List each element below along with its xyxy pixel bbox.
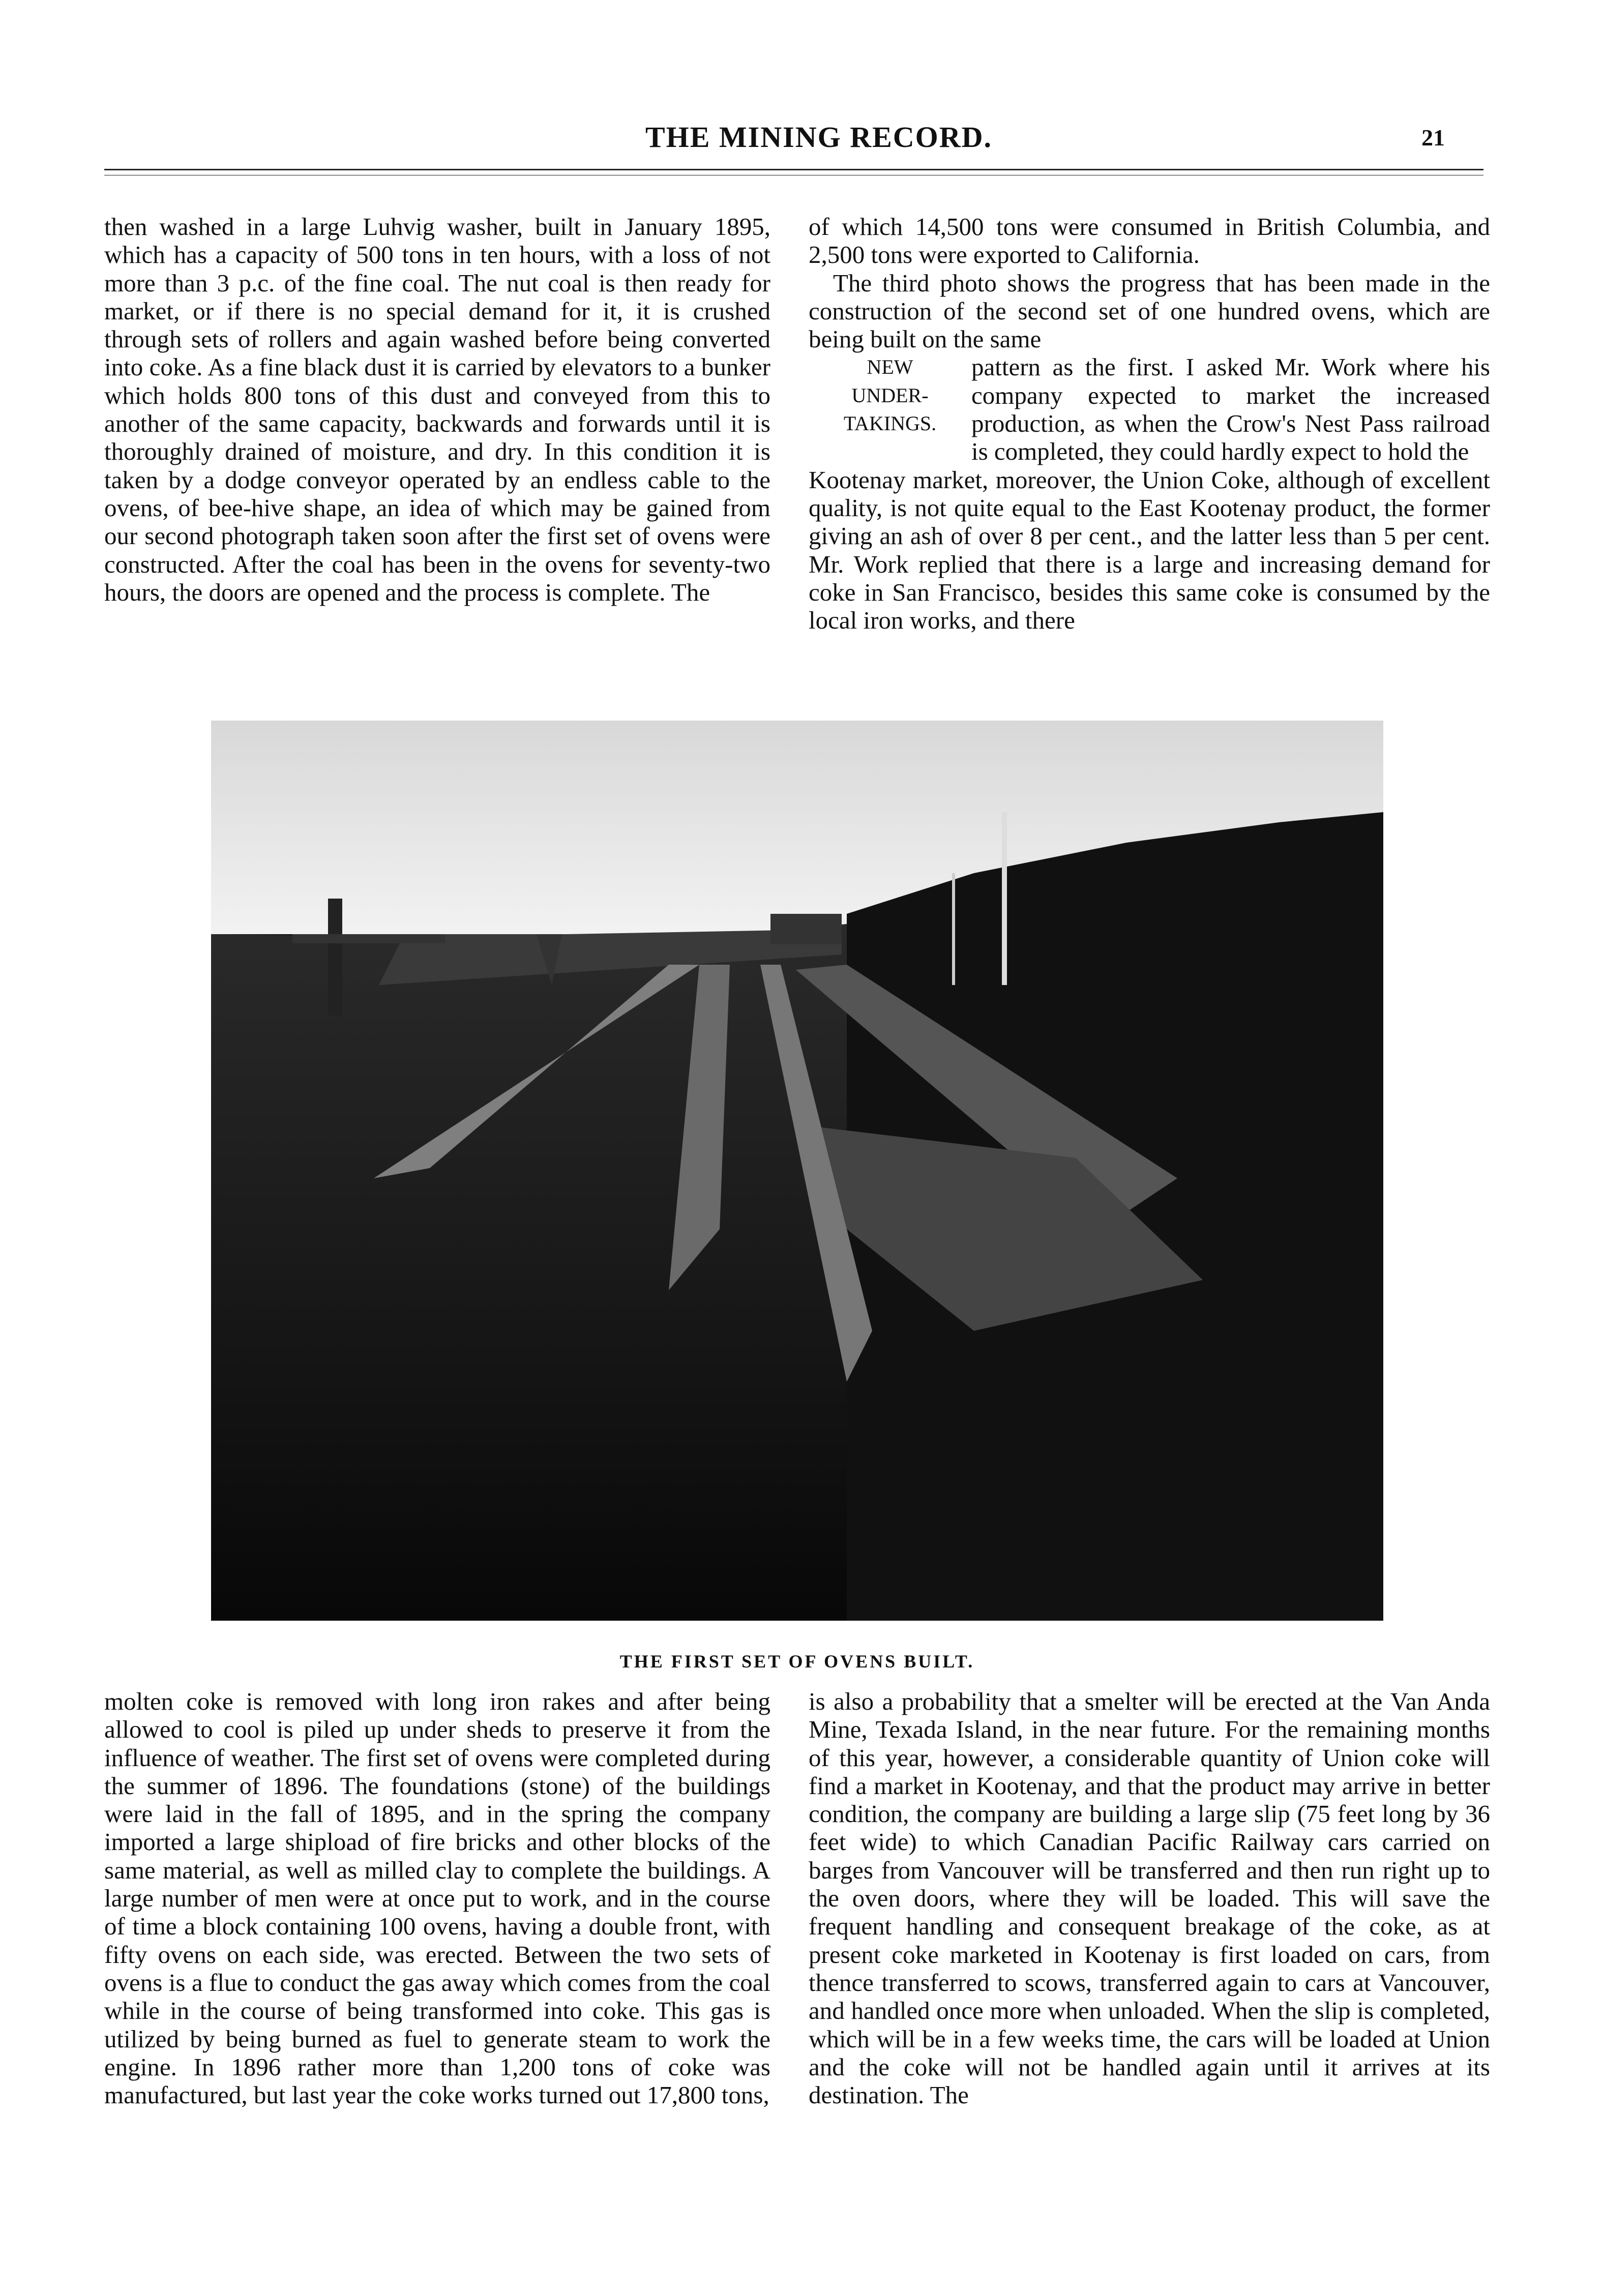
paragraph: then washed in a large Luhvig washer, built in January 1895, which has a capacity of 500 tons in ten hours, with a loss of not more than 3 p.c. of the fine coal. The nut coal is then ready for market, or if there is no special demand for it, it is crushed through sets of rollers and again washed before being converted into coke. As a fine black dust it is carried by elevators to a bunker which holds 800 tons of this dust and conveyed from this to another of the same capacity, backwards and forwards until it is thoroughly drained of moisture, and dry. In this condition it is taken by a dodge conveyor operated by an endless cable to the ovens, of bee-hive shape, an idea of which may be gained from our second photograph taken soon after the first set of ovens were constructed. After the coal has been in the ovens for seventy-two hours, the doors are opened and the process is complete. The <box>104 213 770 606</box>
bottom-right-column <box>809 1687 1490 2109</box>
top-right-column <box>809 213 1490 634</box>
paragraph: Kootenay market, moreover, the Union Coke, although of excellent quality, is not quite equal to the East Kootenay product, the former giving an ash of over 8 per cent., and the latter less than 5 per cent. Mr. Work replied that there is a large and increasing demand for coke in San Francisco, besides this same coke is consumed by the local iron works, and there <box>809 465 1490 635</box>
photograph <box>211 721 1383 1621</box>
paragraph: molten coke is removed with long iron rakes and after being allowed to cool is piled up under sheds to preserve it from the influence of weather. The first set of ovens were completed during the summer of 1896. The foundations (stone) of the buildings were laid in the fall of 1895, and in the spring the company imported a large shipload of fire bricks and other blocks of the same material, as well as milled clay to complete the buildings. A large number of men were at once put to work, and in the course of time a block containing 100 ovens, having a double front, with fifty ovens on each side, was erected. Between the two sets of ovens is a flue to conduct the gas away which comes from the coal while in the course of being transformed into coke. This gas is utilized by being burned as fuel to generate steam to work the engine. In 1896 rather more than 1,200 tons of coke was manufactured, but last year the coke works turned out 17,800 tons, <box>104 1687 770 2109</box>
side-note <box>809 353 971 465</box>
paragraph: of which 14,500 tons were consumed in British Columbia, and 2,500 tons were exported to California. <box>809 213 1490 269</box>
top-left-column <box>104 213 770 606</box>
figure-caption: THE FIRST SET OF OVENS BUILT. <box>619 1651 975 1672</box>
page-header-title: THE MINING RECORD. <box>645 121 993 154</box>
side-note-line: NEW <box>867 355 913 379</box>
paragraph: The third photo shows the progress that has been made in the construction of the second set of one hundred ovens, which are being built on the same <box>809 269 1490 353</box>
paragraph: is also a probability that a smelter will be erected at the Van Anda Mine, Texada Island, in the near future. For the remaining months of this year, however, a considerable quantity of Union coke will find a market in Kootenay, and that the product may arrive in better condition, the company are building a large slip (75 feet long by 36 feet wide) to which Canadian Pacific Railway cars carried on barges from Vancouver will be transferred and then run right up to the oven doors, where they will be loaded. This will save the frequent handling and consequent breakage of the coke, as at present coke marketed in Kootenay is first loaded on cars, from thence transferred to scows, transferred again to cars at Vancouver, and handled once more when unloaded. When the slip is completed, which will be in a few weeks time, the cars will be loaded at Union and the coke will not be handled again until it arrives at its destination. The <box>809 1687 1490 2109</box>
side-note-line: UNDER- <box>851 383 929 407</box>
bottom-left-column <box>104 1687 770 2109</box>
side-note-line: TAKINGS. <box>843 412 937 435</box>
side-note-block <box>809 353 1490 465</box>
header-rule <box>104 169 1483 170</box>
side-note-text: pattern as the first. I asked Mr. Work where his company expected to market the increased production, as when the Crow's Nest Pass railroad is completed, they could hardly expect to hold the <box>971 353 1490 466</box>
page-number: 21 <box>1421 125 1445 151</box>
